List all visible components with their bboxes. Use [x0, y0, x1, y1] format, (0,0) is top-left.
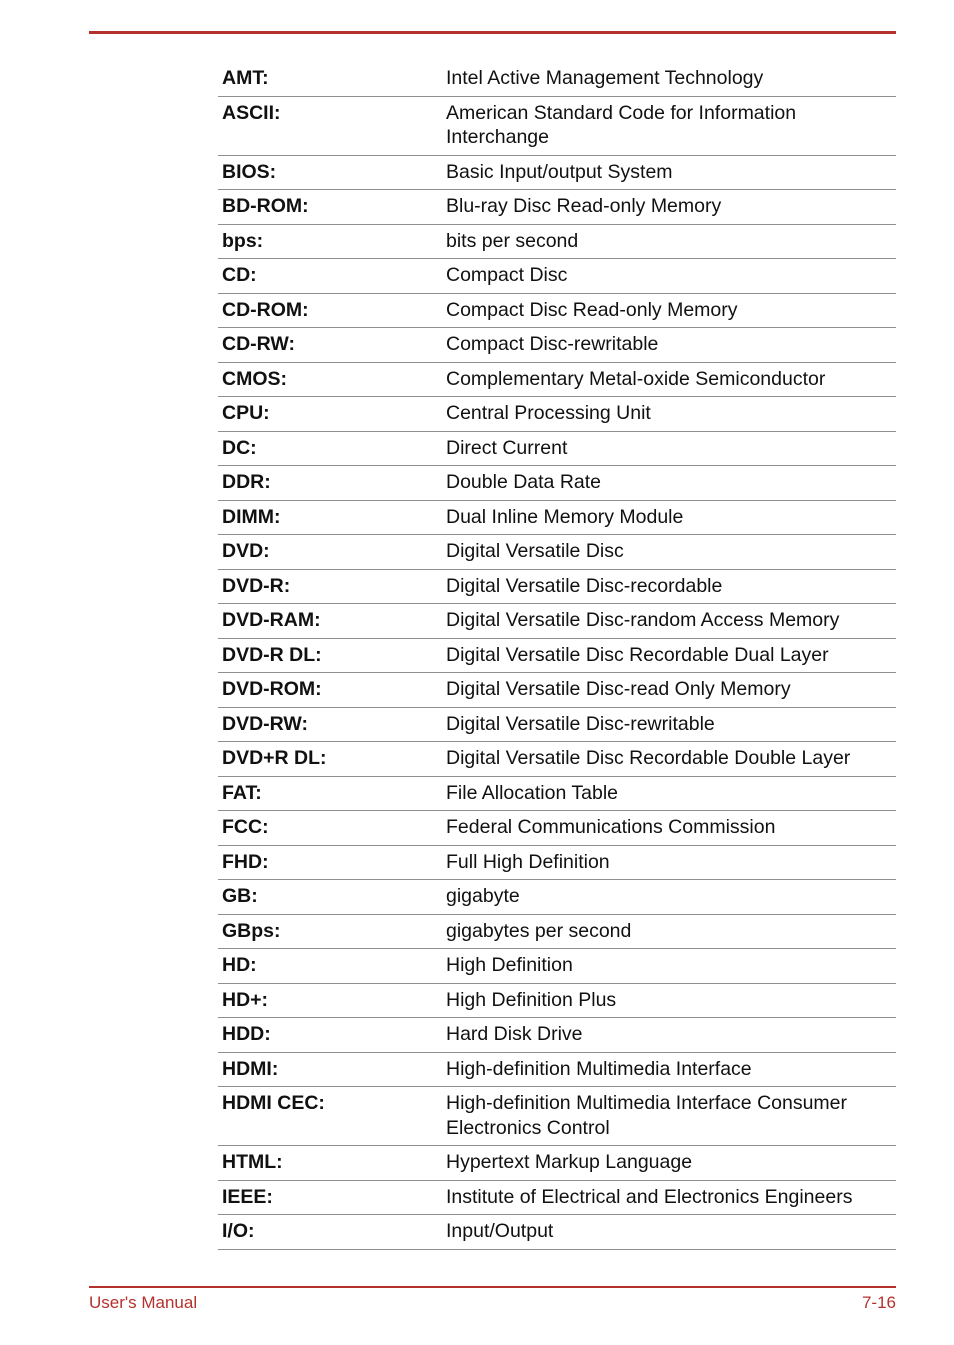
- glossary-row: [218, 777, 896, 812]
- glossary-term: DVD-RAM:: [222, 609, 321, 631]
- glossary-term: DVD:: [222, 540, 270, 562]
- glossary-row: [218, 62, 896, 97]
- glossary-row: [218, 97, 896, 156]
- glossary-definition: Institute of Electrical and Electronics Engineers: [446, 1185, 853, 1208]
- glossary-term: DVD-RW:: [222, 712, 308, 735]
- header-rule: [89, 31, 896, 34]
- glossary-row: [218, 1087, 896, 1146]
- glossary-row: [218, 432, 896, 467]
- glossary-definition: Hypertext Markup Language: [446, 1151, 693, 1173]
- glossary-row: [218, 190, 896, 225]
- glossary-term: I/O:: [222, 1220, 255, 1242]
- glossary-row: [218, 1018, 896, 1053]
- glossary-row: [218, 742, 896, 777]
- glossary-row: [218, 984, 896, 1019]
- glossary-definition: Blu-ray Disc Read-only Memory: [446, 195, 722, 217]
- glossary-term: DVD+R DL:: [222, 747, 327, 769]
- glossary-row: [218, 846, 896, 881]
- glossary-term: DC:: [222, 436, 257, 459]
- glossary-term: GB:: [222, 885, 258, 907]
- glossary-row: [218, 811, 896, 846]
- glossary-definition: High-definition Multimedia Interface Consumer Electronics Control: [446, 1092, 848, 1139]
- glossary-term: CPU:: [222, 402, 270, 424]
- glossary-row: [218, 639, 896, 674]
- glossary-row: [218, 1215, 896, 1250]
- glossary-term: DVD-R DL:: [222, 643, 322, 666]
- glossary-definition: Central Processing Unit: [446, 402, 651, 424]
- glossary-definition: Digital Versatile Disc Recordable Double Layer: [446, 747, 851, 769]
- glossary-term: FAT:: [222, 781, 262, 804]
- glossary-term: BIOS:: [222, 160, 277, 183]
- glossary-definition: Digital Versatile Disc-read Only Memory: [446, 678, 791, 700]
- footer-rule: [89, 1286, 896, 1288]
- glossary-definition: Digital Versatile Disc-random Access Memory: [446, 609, 840, 631]
- footer-page-number: 7-16: [861, 1293, 896, 1312]
- glossary-row: [218, 915, 896, 950]
- glossary-row: [218, 259, 896, 294]
- glossary-row: [218, 225, 896, 260]
- glossary-definition: Compact Disc: [446, 264, 568, 286]
- glossary-term: IEEE:: [222, 1185, 273, 1208]
- glossary-definition: Full High Definition: [446, 850, 610, 873]
- glossary-term: bps:: [222, 229, 264, 252]
- glossary-definition: Complementary Metal-oxide Semiconductor: [446, 367, 826, 390]
- glossary-term: DIMM:: [222, 505, 281, 528]
- footer-manual-label: User's Manual: [89, 1293, 198, 1312]
- glossary-row: [218, 501, 896, 536]
- glossary-table: [218, 62, 896, 1250]
- glossary-row: [218, 880, 896, 915]
- glossary-row: [218, 673, 896, 708]
- glossary-definition: gigabyte: [446, 885, 520, 907]
- glossary-term: DVD-ROM:: [222, 678, 322, 700]
- glossary-row: [218, 708, 896, 743]
- glossary-term: FHD:: [222, 850, 269, 873]
- glossary-row: [218, 294, 896, 329]
- glossary-definition: File Allocation Table: [446, 781, 618, 804]
- glossary-definition: Compact Disc Read-only Memory: [446, 298, 738, 321]
- glossary-term: HDMI CEC:: [222, 1092, 325, 1114]
- glossary-row: [218, 363, 896, 398]
- glossary-row: [218, 328, 896, 363]
- glossary-definition: Basic Input/output System: [446, 160, 673, 183]
- glossary-definition: bits per second: [446, 229, 579, 252]
- glossary-row: [218, 604, 896, 639]
- glossary-row: [218, 949, 896, 984]
- glossary-definition: Compact Disc-rewritable: [446, 333, 659, 355]
- glossary-term: HDD:: [222, 1023, 271, 1045]
- glossary-definition: High Definition Plus: [446, 988, 617, 1011]
- glossary-definition: gigabytes per second: [446, 919, 632, 942]
- glossary-term: CD:: [222, 264, 257, 286]
- glossary-row: [218, 1181, 896, 1216]
- glossary-term: CD-ROM:: [222, 298, 309, 321]
- glossary-term: DVD-R:: [222, 574, 291, 597]
- glossary-definition: Digital Versatile Disc-recordable: [446, 574, 723, 597]
- glossary-term: CMOS:: [222, 367, 287, 390]
- glossary-row: [218, 156, 896, 191]
- glossary-definition: Digital Versatile Disc-rewritable: [446, 712, 715, 735]
- glossary-term: HTML:: [222, 1151, 283, 1173]
- glossary-term: AMT:: [222, 67, 269, 89]
- glossary-row: [218, 397, 896, 432]
- glossary-definition: High-definition Multimedia Interface: [446, 1057, 752, 1080]
- glossary-term: DDR:: [222, 471, 271, 493]
- glossary-term: HD+:: [222, 988, 269, 1011]
- glossary-row: [218, 466, 896, 501]
- glossary-row: [218, 570, 896, 605]
- glossary-term: BD-ROM:: [222, 195, 309, 217]
- glossary-term: FCC:: [222, 816, 269, 838]
- glossary-row: [218, 1146, 896, 1181]
- glossary-term: GBps:: [222, 919, 281, 942]
- glossary-definition: Dual Inline Memory Module: [446, 505, 684, 528]
- glossary-definition: American Standard Code for Information Interchange: [446, 101, 797, 148]
- glossary-definition: High Definition: [446, 954, 573, 976]
- glossary-term: CD-RW:: [222, 333, 295, 355]
- glossary-definition: Hard Disk Drive: [446, 1023, 583, 1045]
- glossary-definition: Digital Versatile Disc Recordable Dual Layer: [446, 643, 829, 666]
- glossary-row: [218, 1053, 896, 1088]
- glossary-definition: Direct Current: [446, 436, 568, 459]
- glossary-definition: Input/Output: [446, 1220, 554, 1242]
- glossary-term: HD:: [222, 954, 257, 976]
- glossary-term: HDMI:: [222, 1057, 279, 1080]
- glossary-term: ASCII:: [222, 101, 281, 124]
- glossary-definition: Federal Communications Commission: [446, 816, 776, 838]
- glossary-definition: Double Data Rate: [446, 471, 602, 493]
- glossary-definition: Digital Versatile Disc: [446, 540, 624, 562]
- glossary-row: [218, 535, 896, 570]
- glossary-definition: Intel Active Management Technology: [446, 67, 764, 89]
